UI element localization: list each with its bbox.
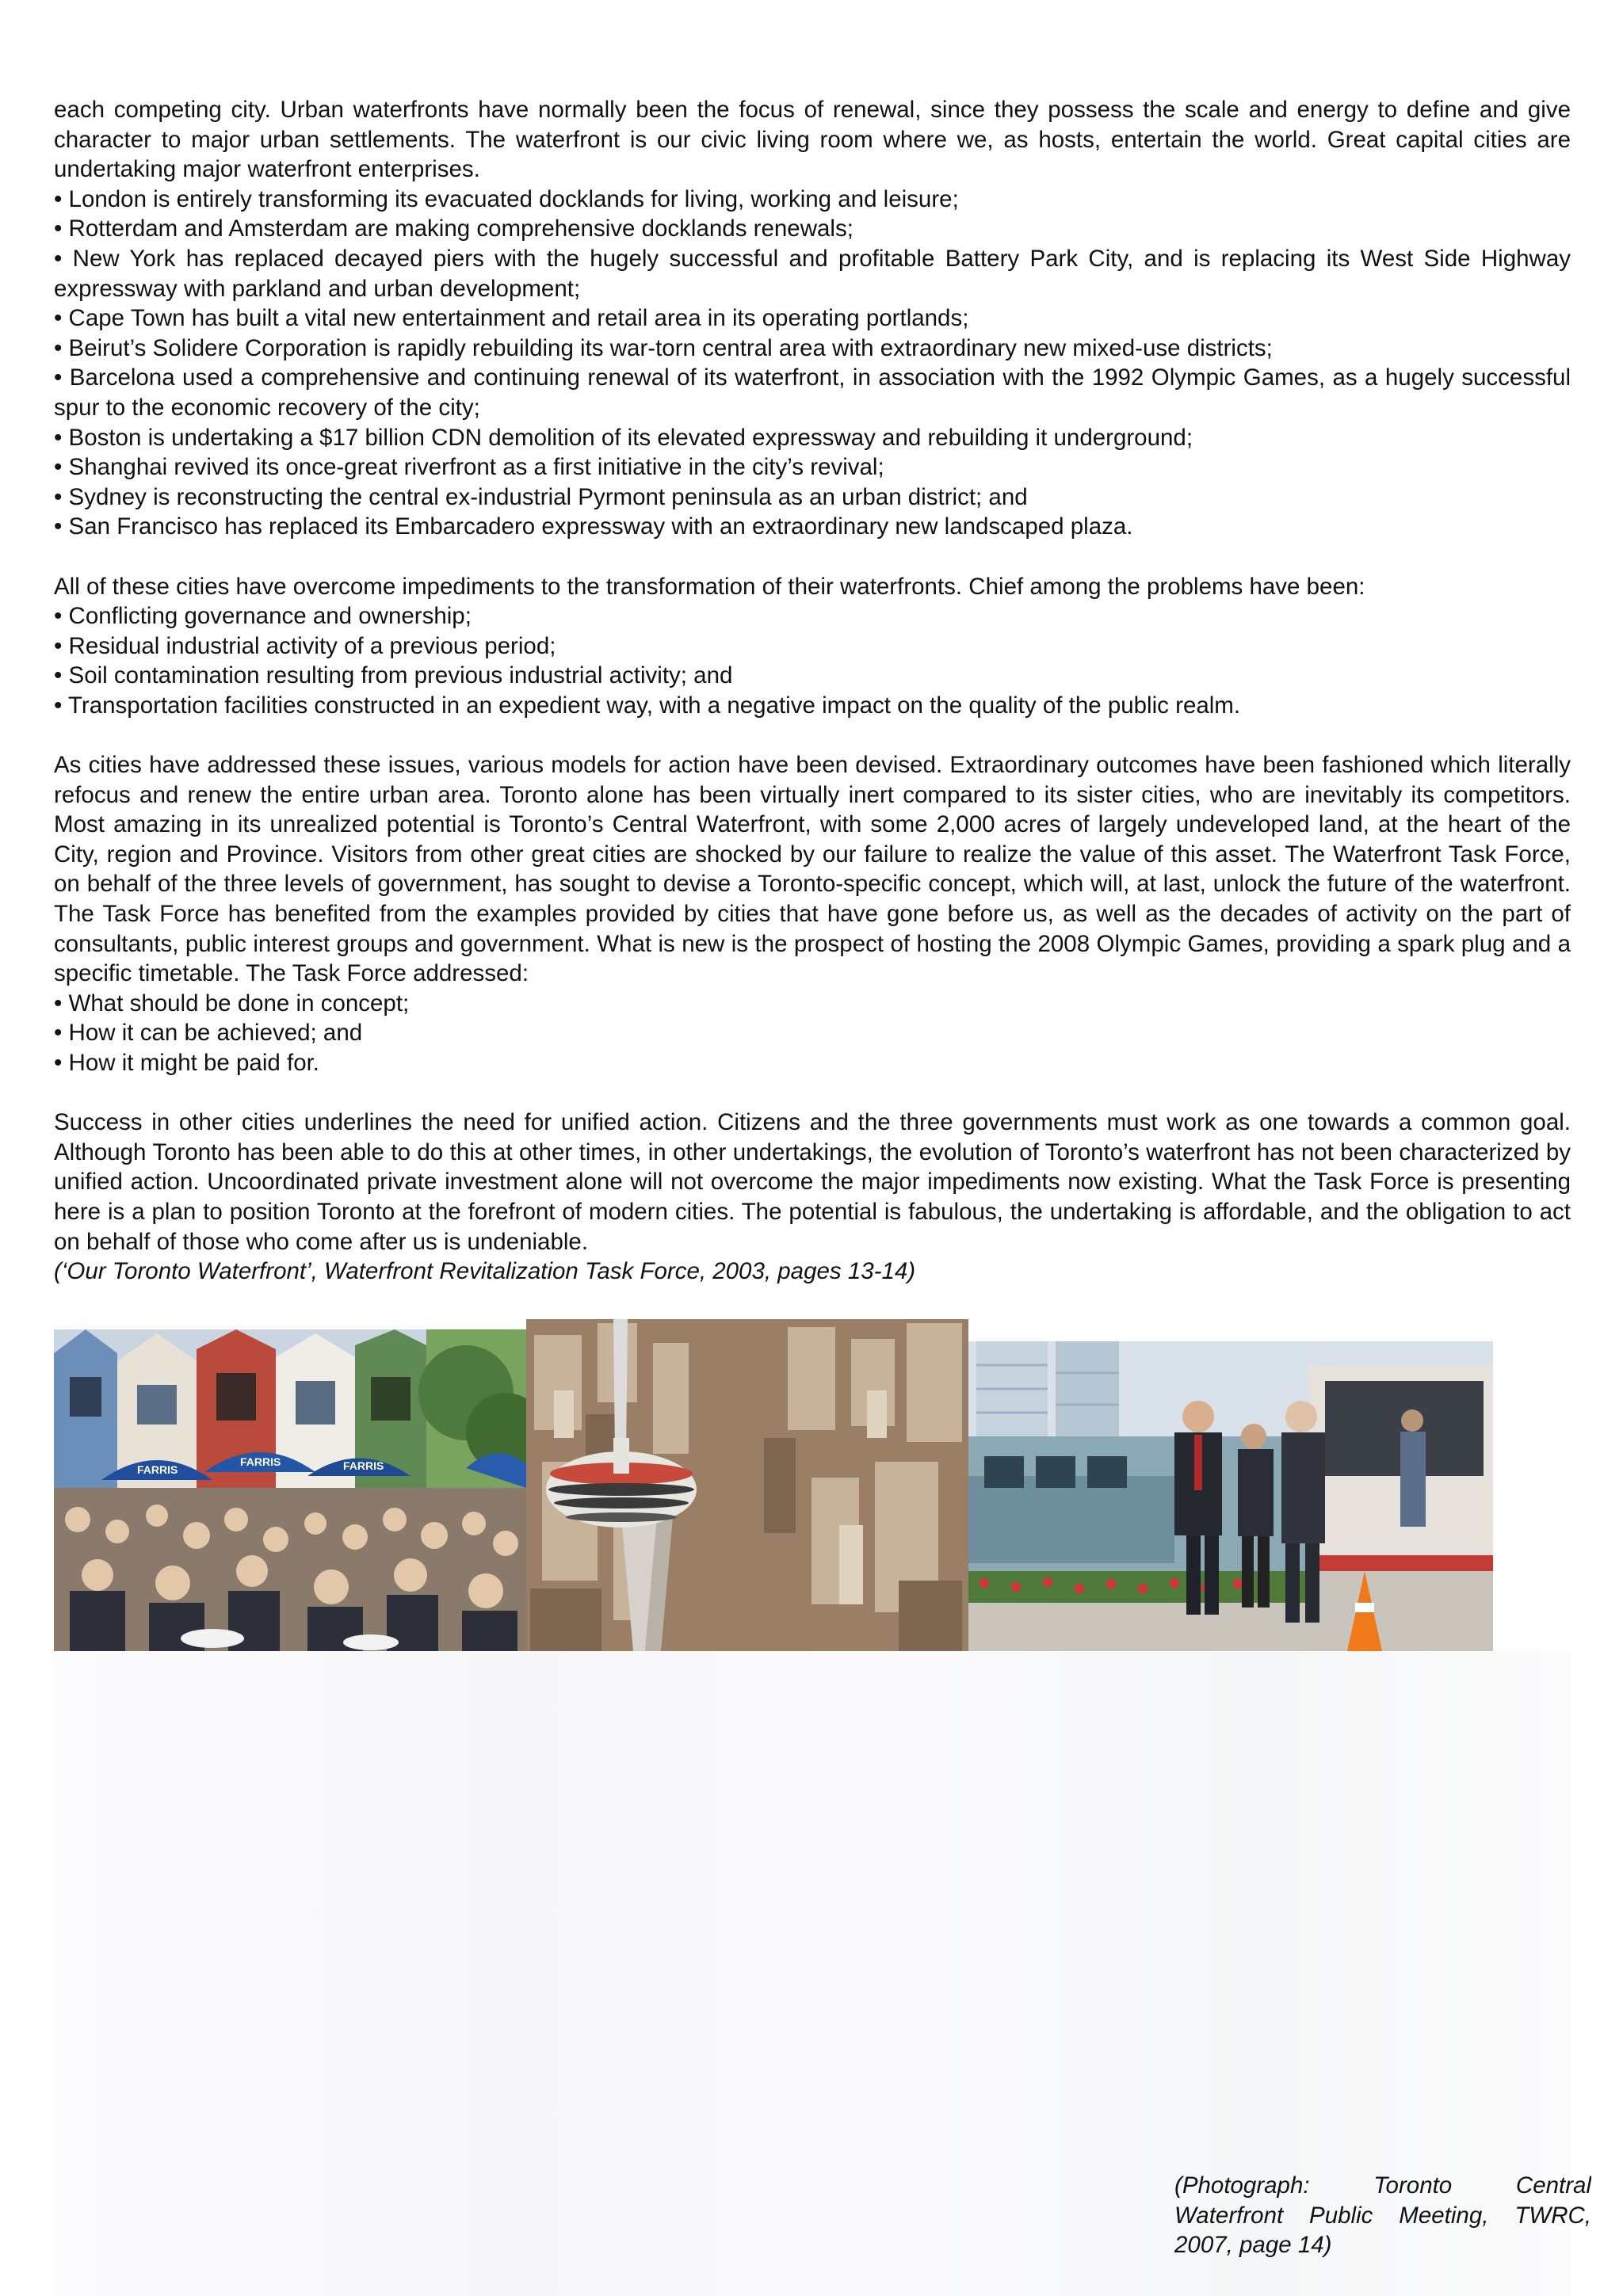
list-item: • Boston is undertaking a $17 billion CDN demolition of its elevated expressway and rebuilding it underground; [54, 423, 1571, 453]
list-item: • New York has replaced decayed piers with the hugely successful and profitable Battery Park City, and is replacing its West Side Highway expressway with parkland and urban development; [54, 244, 1571, 303]
photo-caption-2: (Photograph: Toronto Central Waterfront Public Meeting, TWRC, 2007, page 14) [1174, 2172, 1591, 2259]
cafe-crowd-photo [54, 1329, 526, 1651]
umbrella-brand-text: FARRIS [137, 1463, 178, 1476]
list-item: • What should be done in concept; [54, 989, 1571, 1019]
streetcar-officials-photo [968, 1341, 1493, 1651]
main-text [54, 95, 1571, 1287]
list-item: • Soil contamination resulting from previous industrial activity; and [54, 661, 1571, 691]
list-item: • How it can be achieved; and [54, 1018, 1571, 1048]
list-item: • Transportation facilities constructed in an expedient way, with a negative impact on the quality of the public realm. [54, 691, 1571, 721]
list-item: • Beirut’s Solidere Corporation is rapidly rebuilding its war-torn central area with extraordinary new mixed-use districts; [54, 334, 1571, 364]
intro-paragraph: each competing city. Urban waterfronts have normally been the focus of renewal, since they possess the scale and energy to define and give character to major urban settlements. The waterfront is our civic living room where we, as hosts, entertain the world. Great capital cities are undertaking major waterfront enterprises. [54, 97, 1571, 183]
cn-tower-aerial-photo [526, 1319, 968, 1651]
list-item: • Shanghai revived its once-great riverfront as a first initiative in the city’s revival; [54, 452, 1571, 482]
list-item: • Residual industrial activity of a previous period; [54, 631, 1571, 662]
success-paragraph: Success in other cities underlines the need for unified action. Citizens and the three governments must work as one towards a common goal. Although Toronto has been able to do this at other times, in other undertakings, the evolution of Toronto’s waterfront has not been characterized by unified action. Uncoordinated private investment alone will not overcome the major impediments now existing. What the Task Force is presenting here is a plan to position Toronto at the forefront of modern cities. The potential is fabulous, the undertaking is affordable, and the obligation to act on behalf of those who come after us is undeniable. [54, 1109, 1571, 1255]
list-item: • San Francisco has replaced its Embarcadero expressway with an extraordinary new landscaped plaza. [54, 512, 1571, 542]
city-examples-list [54, 185, 1571, 542]
list-item: • Barcelona used a comprehensive and continuing renewal of its waterfront, in association with the 1992 Olympic Games, as a hugely successful spur to the economic recovery of the city; [54, 363, 1571, 422]
list-item: • Sydney is reconstructing the central ex-industrial Pyrmont peninsula as an urban district; and [54, 482, 1571, 513]
list-item: • How it might be paid for. [54, 1048, 1571, 1078]
umbrella-brand-text: FARRIS [240, 1455, 281, 1468]
list-item: • Cape Town has built a vital new entertainment and retail area in its operating portlands; [54, 303, 1571, 334]
problems-list [54, 601, 1571, 720]
list-item: • Conflicting governance and ownership; [54, 601, 1571, 631]
list-item: • Rotterdam and Amsterdam are making comprehensive docklands renewals; [54, 214, 1571, 244]
problems-intro: All of these cities have overcome impediments to the transformation of their waterfronts. Chief among the problems have been: [54, 573, 1365, 600]
task-force-list [54, 989, 1571, 1078]
citation: (‘Our Toronto Waterfront’, Waterfront Revitalization Task Force, 2003, pages 13-14) [54, 1258, 916, 1285]
models-paragraph: As cities have addressed these issues, various models for action have been devised. Extraordinary outcomes have been fashioned which literally refocus and renew the entire urban area. Toronto alone has been virtually inert compared to its sister cities, who are inevitably its competitors. Most amazing in its unrealized potential is Toronto’s Central Waterfront, with some 2,000 acres of largely undeveloped land, at the heart of the City, region and Province. Visitors from other great cities are shocked by our failure to realize the value of this asset. The Waterfront Task Force, on behalf of the three levels of government, has sought to devise a Toronto-specific concept, which will, at last, unlock the future of the waterfront. The Task Force has benefited from the examples provided by cities that have gone before us, as well as the decades of activity on the part of consultants, public interest groups and government. What is new is the prospect of hosting the 2008 Olympic Games, providing a spark plug and a specific timetable. The Task Force addressed: [54, 752, 1571, 987]
umbrella-brand-text: FARRIS [343, 1459, 384, 1472]
list-item: • London is entirely transforming its evacuated docklands for living, working and leisure; [54, 185, 1571, 215]
